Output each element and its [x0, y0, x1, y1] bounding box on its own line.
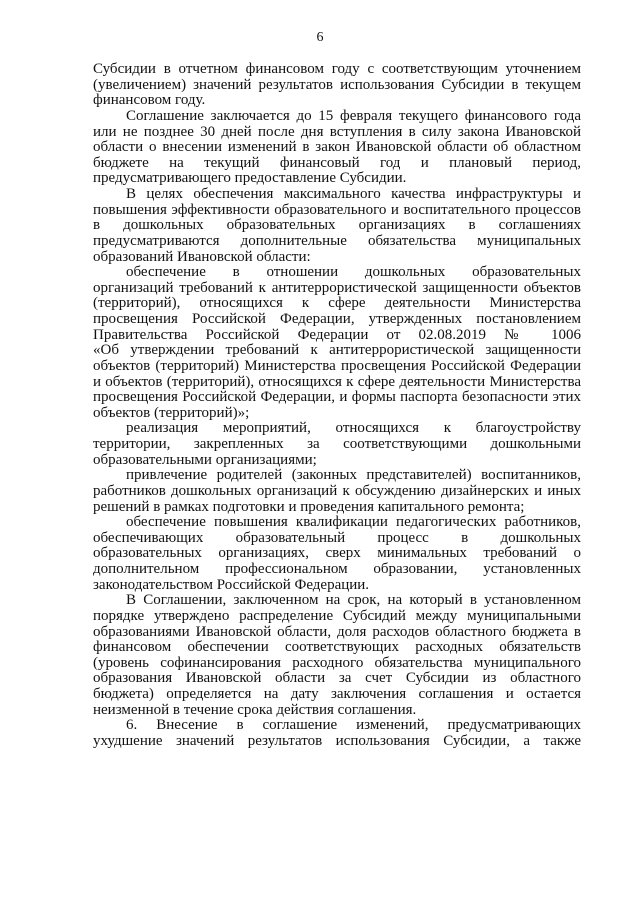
text-line: обеспечение повышения квалификации педагогических работников, — [126, 514, 581, 531]
text-line: Субсидии в отчетном финансовом году с соответствующим уточнением — [93, 61, 581, 77]
text-line: просвещения Российской Федерации, и формы паспорта безопасности этих — [93, 389, 581, 406]
text-line: образований Ивановской области: — [93, 248, 311, 265]
paragraph — [93, 468, 581, 515]
text-line: просвещения Российской Федерации, утвержденных постановлением — [93, 311, 581, 327]
text-line: 6. Внесение в соглашение изменений, предусматривающих — [126, 717, 581, 734]
text-line: реализация мероприятий, относящихся к благоустройству — [126, 420, 581, 437]
text-line: предусматриваются дополнительные обязательства муниципальных — [93, 232, 581, 249]
text-line: предусматривающего предоставление Субсидии. — [93, 170, 407, 187]
text-line: законодательством Российской Федерации. — [93, 576, 370, 593]
text-line: В Соглашении, заключенном на срок, на который в установленном — [126, 592, 581, 609]
paragraph — [93, 187, 581, 265]
text-line: или не позднее 30 дней после дня вступления в силу закона Ивановской — [93, 123, 581, 140]
text-line: «Об утверждении требований к антитеррористической защищенности — [93, 342, 581, 359]
text-line: образованиями Ивановской области, доля расходов областного бюджета в — [93, 623, 581, 640]
text-line: организаций требований к антитеррористической защищенности объектов — [93, 279, 581, 296]
text-line: образовательными организациями; — [93, 451, 317, 468]
paragraph — [93, 718, 581, 749]
text-line: (территорий), относящихся к сфере деятельности Министерства — [93, 295, 581, 312]
text-line: привлечение родителей (законных представителей) воспитанников, — [126, 467, 581, 484]
paragraph — [93, 62, 581, 109]
text-line: работников дошкольных организаций к обсуждению дизайнерских и иных — [93, 482, 581, 499]
text-line: повышения эффективности образовательного и воспитательного процессов — [93, 201, 581, 218]
paragraph — [93, 515, 581, 593]
text-line: объектов (территорий)»; — [93, 404, 250, 421]
text-line: В целях обеспечения максимального качества инфраструктуры и — [126, 186, 581, 202]
text-line: (уровень софинансирования расходного обязательства муниципального — [93, 654, 581, 671]
paragraph — [93, 593, 581, 718]
text-line: в дошкольных образовательных организациях в соглашениях — [93, 217, 581, 234]
text-line: решений в рамках подготовки и проведения капитального ремонта; — [93, 498, 525, 515]
text-line: финансовом обеспечении соответствующих расходных обязательств — [93, 639, 581, 656]
text-line: бюджете на текущий финансовый год и плановый период, — [93, 154, 581, 171]
text-line: Соглашение заключается до 15 февраля текущего финансового года — [126, 107, 581, 124]
text-line: области о внесении изменений в закон Ивановской области об областном — [93, 139, 581, 156]
text-line: территории, закрепленных за соответствующими дошкольными — [93, 436, 581, 452]
paragraph — [93, 421, 581, 468]
text-line: образования Ивановской области за счет Субсидии из областного — [93, 670, 581, 687]
text-line: порядке утверждено распределение Субсидий между муниципальными — [93, 607, 581, 624]
text-line: дополнительном профессиональном образовании, установленных — [93, 561, 581, 577]
text-line: финансовом году. — [93, 92, 206, 109]
page-number: 6 — [316, 30, 324, 45]
text-line: и объектов (территорий), относящихся к сфере деятельности Министерства — [93, 373, 581, 390]
text-line: ухудшение значений результатов использования Субсидии, а также — [93, 732, 581, 749]
paragraph — [93, 109, 581, 187]
text-line: образовательных организациях, сверх минимальных требований о — [93, 545, 581, 562]
text-line: (увеличением) значений результатов использования Субсидии в текущем — [93, 76, 581, 93]
document-body — [93, 62, 581, 750]
text-line: обеспечивающих образовательный процесс в дошкольных — [93, 529, 581, 546]
text-line: Правительства Российской Федерации от 02.08.2019 № 1006 — [93, 326, 581, 343]
paragraph — [93, 265, 581, 421]
text-line: обеспечение в отношении дошкольных образовательных — [126, 264, 581, 281]
text-line: неизменной в течение срока действия соглашения. — [93, 701, 417, 718]
text-line: бюджета) определяется на дату заключения соглашения и остается — [93, 686, 581, 702]
text-line: объектов (территорий) Министерства просвещения Российской Федерации — [93, 357, 581, 374]
